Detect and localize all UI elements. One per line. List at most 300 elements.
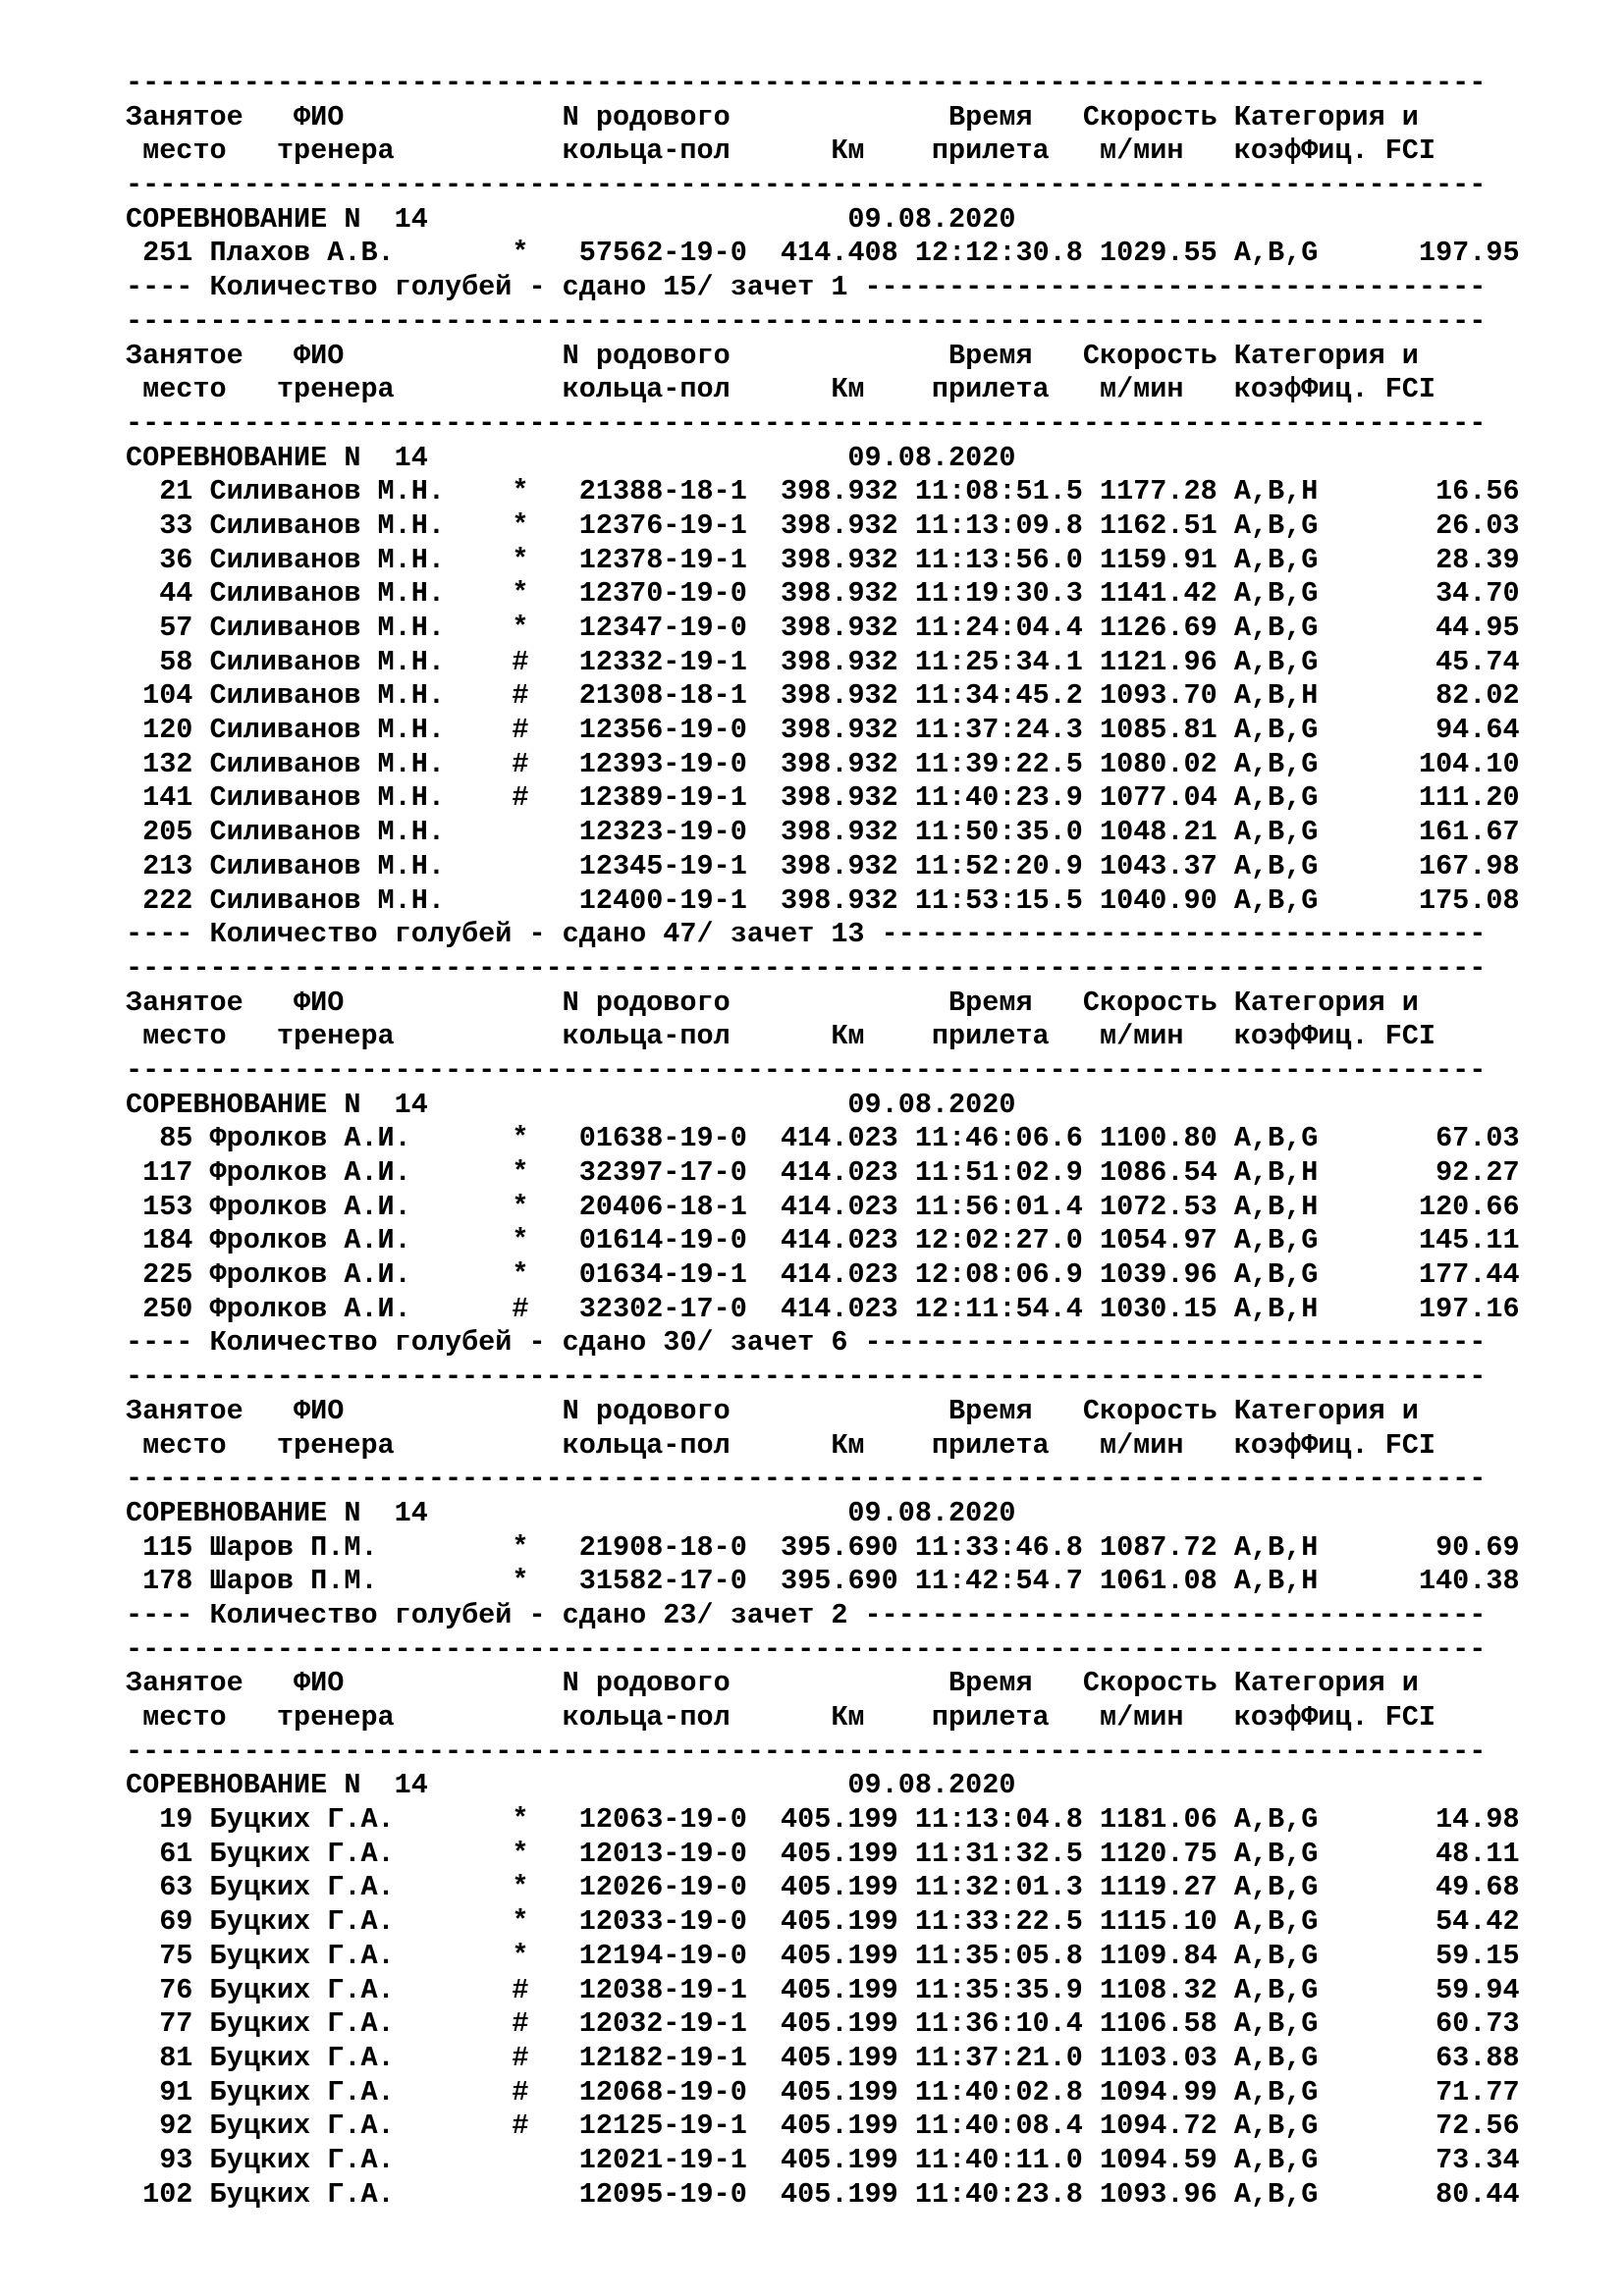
speed: 1120.75 bbox=[1100, 1837, 1234, 1870]
place: 222 bbox=[126, 883, 210, 917]
speed: 1061.08 bbox=[1100, 1565, 1234, 1598]
place: 93 bbox=[126, 2143, 210, 2176]
place: 91 bbox=[126, 2075, 210, 2109]
ring-number: 32302-17-0 bbox=[578, 1292, 782, 1325]
mark: # bbox=[512, 1292, 579, 1325]
arrival-time: 11:33:46.8 bbox=[914, 1530, 1100, 1564]
category: A,B,G bbox=[1233, 508, 1385, 542]
fci: 175.08 bbox=[1384, 883, 1520, 917]
trainer-name: Фролков А.И. bbox=[209, 1156, 513, 1189]
header-line bbox=[126, 1020, 1520, 1054]
arrival-time: 11:40:23.8 bbox=[914, 2177, 1100, 2211]
distance-km: 405.199 bbox=[781, 2075, 915, 2109]
trainer-name: Буцких Г.А. bbox=[209, 1871, 513, 1904]
table-row bbox=[126, 1940, 1520, 1974]
table-row bbox=[126, 1803, 1520, 1838]
speed: 1181.06 bbox=[1100, 1803, 1234, 1837]
table-row bbox=[126, 1531, 1520, 1566]
arrival-time: 11:35:05.8 bbox=[914, 1939, 1100, 1972]
divider-line bbox=[126, 1633, 1520, 1668]
fci: 73.34 bbox=[1384, 2143, 1520, 2176]
fci: 34.70 bbox=[1384, 577, 1520, 611]
summary-text: ---- Количество голубей - сдано 23/ зачет 2 ------------------------------------- bbox=[126, 1598, 1487, 1631]
trainer-name: Силиванов М.Н. bbox=[209, 612, 513, 644]
speed: 1106.58 bbox=[1100, 2007, 1234, 2041]
speed: 1029.55 bbox=[1100, 237, 1234, 270]
arrival-time: 11:56:01.4 bbox=[914, 1190, 1100, 1223]
speed: 1043.37 bbox=[1100, 849, 1234, 882]
category: A,B,G bbox=[1233, 1258, 1385, 1292]
divider: --------------------------------------------------------------------------------- bbox=[126, 67, 1487, 99]
distance-km: 405.199 bbox=[781, 1803, 915, 1837]
table-row bbox=[126, 2042, 1520, 2076]
mark: * bbox=[512, 1122, 579, 1155]
divider-line bbox=[126, 407, 1520, 442]
place: 205 bbox=[126, 816, 210, 849]
mark: # bbox=[512, 1973, 579, 2006]
distance-km: 405.199 bbox=[781, 2143, 915, 2176]
ring-number: 12033-19-0 bbox=[578, 1905, 782, 1939]
summary-text: ---- Количество голубей - сдано 30/ зачет 6 ------------------------------------- bbox=[126, 1326, 1487, 1360]
category: A,B,G bbox=[1233, 816, 1385, 849]
place: 120 bbox=[126, 714, 210, 747]
competition-date: 09.08.2020 bbox=[847, 441, 1016, 474]
distance-km: 405.199 bbox=[781, 1939, 915, 1972]
fci: 59.94 bbox=[1384, 1973, 1520, 2006]
divider-line bbox=[126, 952, 1520, 987]
fci: 140.38 bbox=[1384, 1565, 1520, 1598]
category: A,B,G bbox=[1233, 781, 1385, 815]
table-row bbox=[126, 1224, 1520, 1258]
arrival-time: 11:40:08.4 bbox=[914, 2109, 1100, 2143]
fci: 197.16 bbox=[1384, 1292, 1520, 1325]
speed: 1077.04 bbox=[1100, 781, 1234, 815]
table-row bbox=[126, 1156, 1520, 1191]
ring-number: 12332-19-1 bbox=[578, 645, 782, 678]
ring-number: 12125-19-1 bbox=[578, 2109, 782, 2143]
ring-number: 12347-19-0 bbox=[578, 612, 782, 644]
place: 132 bbox=[126, 747, 210, 780]
distance-km: 414.023 bbox=[781, 1156, 915, 1189]
header-text: Занятое ФИО N родового Время Скорость Категория и bbox=[126, 339, 1419, 372]
competition-line bbox=[126, 1089, 1520, 1123]
category: A,B,H bbox=[1233, 1530, 1385, 1564]
arrival-time: 11:40:23.9 bbox=[914, 781, 1100, 815]
place: 81 bbox=[126, 2041, 210, 2074]
divider: --------------------------------------------------------------------------------- bbox=[126, 1361, 1487, 1394]
header-text: место тренера кольца-пол Км прилета м/мин коэфФиц. FCI bbox=[126, 134, 1436, 168]
arrival-time: 11:36:10.4 bbox=[914, 2007, 1100, 2041]
distance-km: 398.932 bbox=[781, 883, 915, 917]
category: A,B,G bbox=[1233, 849, 1385, 882]
place: 184 bbox=[126, 1224, 210, 1257]
speed: 1086.54 bbox=[1100, 1156, 1234, 1189]
trainer-name: Силиванов М.Н. bbox=[209, 816, 513, 849]
speed: 1126.69 bbox=[1100, 612, 1234, 644]
arrival-time: 12:08:06.9 bbox=[914, 1258, 1100, 1292]
arrival-time: 12:12:30.8 bbox=[914, 237, 1100, 270]
trainer-name: Буцких Г.А. bbox=[209, 2007, 513, 2041]
mark: * bbox=[512, 1258, 579, 1292]
table-row bbox=[126, 646, 1520, 680]
category: A,B,G bbox=[1233, 883, 1385, 917]
arrival-time: 11:40:02.8 bbox=[914, 2075, 1100, 2109]
arrival-time: 11:32:01.3 bbox=[914, 1871, 1100, 1904]
speed: 1094.99 bbox=[1100, 2075, 1234, 2109]
fci: 48.11 bbox=[1384, 1837, 1520, 1870]
divider: --------------------------------------------------------------------------------- bbox=[126, 1053, 1487, 1087]
distance-km: 405.199 bbox=[781, 1973, 915, 2006]
summary-line bbox=[126, 271, 1520, 305]
distance-km: 405.199 bbox=[781, 2109, 915, 2143]
speed: 1085.81 bbox=[1100, 714, 1234, 747]
fci: 197.95 bbox=[1384, 237, 1520, 270]
speed: 1103.03 bbox=[1100, 2041, 1234, 2074]
fci: 145.11 bbox=[1384, 1224, 1520, 1257]
header-text: Занятое ФИО N родового Время Скорость Категория и bbox=[126, 986, 1419, 1019]
mark: * bbox=[512, 1837, 579, 1870]
divider: --------------------------------------------------------------------------------- bbox=[126, 169, 1487, 202]
arrival-time: 11:13:56.0 bbox=[914, 543, 1100, 576]
place: 76 bbox=[126, 1973, 210, 2006]
trainer-name: Силиванов М.Н. bbox=[209, 883, 513, 917]
summary-line bbox=[126, 918, 1520, 952]
trainer-name: Буцких Г.А. bbox=[209, 2143, 513, 2176]
table-row bbox=[126, 714, 1520, 748]
mark: * bbox=[512, 237, 579, 270]
speed: 1100.80 bbox=[1100, 1122, 1234, 1155]
divider-line bbox=[126, 1054, 1520, 1089]
speed: 1039.96 bbox=[1100, 1258, 1234, 1292]
ring-number: 12038-19-1 bbox=[578, 1973, 782, 2006]
mark: # bbox=[512, 747, 579, 780]
fci: 161.67 bbox=[1384, 816, 1520, 849]
arrival-time: 11:31:32.5 bbox=[914, 1837, 1100, 1870]
arrival-time: 11:25:34.1 bbox=[914, 645, 1100, 678]
ring-number: 01634-19-1 bbox=[578, 1258, 782, 1292]
fci: 167.98 bbox=[1384, 849, 1520, 882]
ring-number: 12370-19-0 bbox=[578, 577, 782, 611]
mark: * bbox=[512, 577, 579, 611]
place: 251 bbox=[126, 237, 210, 270]
ring-number: 12389-19-1 bbox=[578, 781, 782, 815]
ring-number: 21308-18-1 bbox=[578, 679, 782, 713]
place: 44 bbox=[126, 577, 210, 611]
ring-number: 12356-19-0 bbox=[578, 714, 782, 747]
place: 115 bbox=[126, 1530, 210, 1564]
distance-km: 414.408 bbox=[781, 237, 915, 270]
ring-number: 12021-19-1 bbox=[578, 2143, 782, 2176]
table-row bbox=[126, 1565, 1520, 1599]
ring-number: 21388-18-1 bbox=[578, 475, 782, 508]
fci: 82.02 bbox=[1384, 679, 1520, 713]
category: A,B,G bbox=[1233, 2109, 1385, 2143]
category: A,B,G bbox=[1233, 1803, 1385, 1837]
mark: * bbox=[512, 543, 579, 576]
speed: 1109.84 bbox=[1100, 1939, 1234, 1972]
category: A,B,G bbox=[1233, 747, 1385, 780]
category: A,B,G bbox=[1233, 645, 1385, 678]
ring-number: 12378-19-1 bbox=[578, 543, 782, 576]
ring-number: 12323-19-0 bbox=[578, 816, 782, 849]
arrival-time: 11:52:20.9 bbox=[914, 849, 1100, 882]
table-row bbox=[126, 850, 1520, 884]
arrival-time: 12:02:27.0 bbox=[914, 1224, 1100, 1257]
competition-line bbox=[126, 1769, 1520, 1803]
table-row bbox=[126, 1974, 1520, 2008]
competition-line bbox=[126, 442, 1520, 476]
fci: 111.20 bbox=[1384, 781, 1520, 815]
mark: # bbox=[512, 2007, 579, 2041]
header-line bbox=[126, 101, 1520, 135]
header-text: место тренера кольца-пол Км прилета м/мин коэфФиц. FCI bbox=[126, 373, 1436, 406]
arrival-time: 11:34:45.2 bbox=[914, 679, 1100, 713]
trainer-name: Буцких Г.А. bbox=[209, 1803, 513, 1837]
distance-km: 398.932 bbox=[781, 781, 915, 815]
category: A,B,H bbox=[1233, 475, 1385, 508]
ring-number: 21908-18-0 bbox=[578, 1530, 782, 1564]
mark: * bbox=[512, 1190, 579, 1223]
fci: 94.64 bbox=[1384, 714, 1520, 747]
fci: 44.95 bbox=[1384, 612, 1520, 644]
fci: 26.03 bbox=[1384, 508, 1520, 542]
mark bbox=[512, 816, 578, 848]
divider: --------------------------------------------------------------------------------- bbox=[126, 1735, 1487, 1768]
trainer-name: Силиванов М.Н. bbox=[209, 508, 513, 542]
trainer-name: Шаров П.М. bbox=[209, 1565, 513, 1598]
category: A,B,G bbox=[1233, 1122, 1385, 1155]
summary-line bbox=[126, 1326, 1520, 1361]
mark: * bbox=[512, 1939, 579, 1972]
fci: 92.27 bbox=[1384, 1156, 1520, 1189]
trainer-name: Силиванов М.Н. bbox=[209, 747, 513, 780]
trainer-name: Буцких Г.А. bbox=[209, 1837, 513, 1870]
arrival-time: 11:24:04.4 bbox=[914, 612, 1100, 644]
divider-line bbox=[126, 1361, 1520, 1395]
category: A,B,G bbox=[1233, 1939, 1385, 1972]
speed: 1115.10 bbox=[1100, 1905, 1234, 1939]
category: A,B,G bbox=[1233, 2075, 1385, 2109]
distance-km: 405.199 bbox=[781, 2177, 915, 2211]
ring-number: 31582-17-0 bbox=[578, 1565, 782, 1598]
ring-number: 01614-19-0 bbox=[578, 1224, 782, 1257]
table-row bbox=[126, 748, 1520, 782]
arrival-time: 11:13:04.8 bbox=[914, 1803, 1100, 1837]
distance-km: 405.199 bbox=[781, 2007, 915, 2041]
mark: * bbox=[512, 1565, 579, 1598]
fci: 71.77 bbox=[1384, 2075, 1520, 2109]
distance-km: 405.199 bbox=[781, 1871, 915, 1904]
trainer-name: Силиванов М.Н. bbox=[209, 714, 513, 747]
fci: 60.73 bbox=[1384, 2007, 1520, 2041]
distance-km: 398.932 bbox=[781, 645, 915, 678]
ring-number: 20406-18-1 bbox=[578, 1190, 782, 1223]
fci: 80.44 bbox=[1384, 2177, 1520, 2211]
table-row bbox=[126, 475, 1520, 509]
trainer-name: Силиванов М.Н. bbox=[209, 849, 513, 882]
speed: 1072.53 bbox=[1100, 1190, 1234, 1223]
place: 92 bbox=[126, 2109, 210, 2143]
speed: 1177.28 bbox=[1100, 475, 1234, 508]
summary-text: ---- Количество голубей - сдано 47/ зачет 13 ------------------------------------ bbox=[126, 918, 1487, 951]
mark bbox=[512, 2144, 578, 2176]
trainer-name: Силиванов М.Н. bbox=[209, 781, 513, 815]
competition-line bbox=[126, 203, 1520, 238]
arrival-time: 11:08:51.5 bbox=[914, 475, 1100, 508]
speed: 1093.96 bbox=[1100, 2177, 1234, 2211]
mark: * bbox=[512, 1803, 579, 1837]
table-row bbox=[126, 2144, 1520, 2178]
mark: # bbox=[512, 2075, 579, 2109]
speed: 1054.97 bbox=[1100, 1224, 1234, 1257]
table-row bbox=[126, 1871, 1520, 1905]
competition-label: СОРЕВНОВАНИЕ N 14 bbox=[126, 202, 848, 236]
trainer-name: Буцких Г.А. bbox=[209, 1973, 513, 2006]
trainer-name: Плахов А.В. bbox=[209, 237, 513, 270]
divider-line bbox=[126, 169, 1520, 203]
category: A,B,G bbox=[1233, 1871, 1385, 1904]
place: 63 bbox=[126, 1871, 210, 1904]
competition-date: 09.08.2020 bbox=[847, 1088, 1016, 1121]
category: A,B,H bbox=[1233, 1156, 1385, 1189]
trainer-name: Буцких Г.А. bbox=[209, 1939, 513, 1972]
table-row bbox=[126, 1122, 1520, 1156]
speed: 1087.72 bbox=[1100, 1530, 1234, 1564]
category: A,B,H bbox=[1233, 1565, 1385, 1598]
ring-number: 12032-19-1 bbox=[578, 2007, 782, 2041]
place: 77 bbox=[126, 2007, 210, 2041]
competition-date: 09.08.2020 bbox=[847, 1769, 1016, 1802]
trainer-name: Силиванов М.Н. bbox=[209, 577, 513, 611]
divider-line bbox=[126, 67, 1520, 101]
table-row bbox=[126, 2076, 1520, 2110]
fci: 45.74 bbox=[1384, 645, 1520, 678]
fci: 54.42 bbox=[1384, 1905, 1520, 1939]
arrival-time: 11:33:22.5 bbox=[914, 1905, 1100, 1939]
ring-number: 12068-19-0 bbox=[578, 2075, 782, 2109]
table-row bbox=[126, 679, 1520, 714]
header-text: место тренера кольца-пол Км прилета м/мин коэфФиц. FCI bbox=[126, 1020, 1436, 1053]
ring-number: 12376-19-1 bbox=[578, 508, 782, 542]
mark: * bbox=[512, 612, 579, 644]
summary-text: ---- Количество голубей - сдано 15/ зачет 1 ------------------------------------- bbox=[126, 271, 1487, 304]
distance-km: 414.023 bbox=[781, 1122, 915, 1155]
place: 102 bbox=[126, 2177, 210, 2211]
category: A,B,G bbox=[1233, 237, 1385, 270]
place: 104 bbox=[126, 679, 210, 713]
distance-km: 398.932 bbox=[781, 475, 915, 508]
speed: 1108.32 bbox=[1100, 1973, 1234, 2006]
place: 19 bbox=[126, 1803, 210, 1837]
fci: 16.56 bbox=[1384, 475, 1520, 508]
trainer-name: Силиванов М.Н. bbox=[209, 645, 513, 678]
arrival-time: 11:39:22.5 bbox=[914, 747, 1100, 780]
header-line bbox=[126, 134, 1520, 169]
fci: 28.39 bbox=[1384, 543, 1520, 576]
distance-km: 398.932 bbox=[781, 508, 915, 542]
mark: * bbox=[512, 1224, 579, 1257]
mark: * bbox=[512, 475, 579, 508]
arrival-time: 11:50:35.0 bbox=[914, 816, 1100, 849]
place: 69 bbox=[126, 1905, 210, 1939]
divider: --------------------------------------------------------------------------------- bbox=[126, 1463, 1487, 1496]
category: A,B,G bbox=[1233, 1224, 1385, 1257]
place: 250 bbox=[126, 1292, 210, 1325]
speed: 1030.15 bbox=[1100, 1292, 1234, 1325]
divider-line bbox=[126, 1735, 1520, 1770]
header-text: место тренера кольца-пол Км прилета м/мин коэфФиц. FCI bbox=[126, 1701, 1436, 1734]
place: 61 bbox=[126, 1837, 210, 1870]
arrival-time: 11:40:11.0 bbox=[914, 2143, 1100, 2176]
distance-km: 395.690 bbox=[781, 1530, 915, 1564]
ring-number: 12400-19-1 bbox=[578, 883, 782, 917]
fci: 104.10 bbox=[1384, 747, 1520, 780]
distance-km: 398.932 bbox=[781, 543, 915, 576]
distance-km: 405.199 bbox=[781, 1837, 915, 1870]
trainer-name: Фролков А.И. bbox=[209, 1224, 513, 1257]
distance-km: 398.932 bbox=[781, 612, 915, 644]
mark bbox=[512, 2178, 578, 2211]
table-row bbox=[126, 577, 1520, 612]
trainer-name: Силиванов М.Н. bbox=[209, 543, 513, 576]
category: A,B,G bbox=[1233, 577, 1385, 611]
trainer-name: Буцких Г.А. bbox=[209, 2075, 513, 2109]
mark: # bbox=[512, 2041, 579, 2074]
distance-km: 398.932 bbox=[781, 679, 915, 713]
fci: 49.68 bbox=[1384, 1871, 1520, 1904]
category: A,B,G bbox=[1233, 1905, 1385, 1939]
results-report bbox=[126, 67, 1520, 2212]
distance-km: 398.932 bbox=[781, 849, 915, 882]
header-text: Занятое ФИО N родового Время Скорость Категория и bbox=[126, 1667, 1419, 1700]
speed: 1048.21 bbox=[1100, 816, 1234, 849]
arrival-time: 11:37:21.0 bbox=[914, 2041, 1100, 2074]
distance-km: 398.932 bbox=[781, 577, 915, 611]
category: A,B,H bbox=[1233, 679, 1385, 713]
speed: 1162.51 bbox=[1100, 508, 1234, 542]
speed: 1094.59 bbox=[1100, 2143, 1234, 2176]
ring-number: 32397-17-0 bbox=[578, 1156, 782, 1189]
place: 57 bbox=[126, 612, 210, 644]
table-row bbox=[126, 2109, 1520, 2144]
mark: # bbox=[512, 2109, 579, 2143]
competition-label: СОРЕВНОВАНИЕ N 14 bbox=[126, 1496, 848, 1529]
speed: 1121.96 bbox=[1100, 645, 1234, 678]
distance-km: 414.023 bbox=[781, 1224, 915, 1257]
speed: 1093.70 bbox=[1100, 679, 1234, 713]
mark: # bbox=[512, 781, 579, 815]
competition-date: 09.08.2020 bbox=[847, 1496, 1016, 1529]
trainer-name: Силиванов М.Н. bbox=[209, 475, 513, 508]
table-row bbox=[126, 1905, 1520, 1940]
divider: --------------------------------------------------------------------------------- bbox=[126, 1632, 1487, 1666]
category: A,B,G bbox=[1233, 2041, 1385, 2074]
table-row bbox=[126, 1258, 1520, 1293]
fci: 63.88 bbox=[1384, 2041, 1520, 2074]
mark: * bbox=[512, 1871, 579, 1904]
table-row bbox=[126, 612, 1520, 646]
mark: # bbox=[512, 679, 579, 713]
distance-km: 395.690 bbox=[781, 1565, 915, 1598]
category: A,B,G bbox=[1233, 1837, 1385, 1870]
fci: 67.03 bbox=[1384, 1122, 1520, 1155]
divider: --------------------------------------------------------------------------------- bbox=[126, 304, 1487, 338]
header-line bbox=[126, 1429, 1520, 1464]
table-row bbox=[126, 816, 1520, 850]
divider: --------------------------------------------------------------------------------- bbox=[126, 951, 1487, 985]
speed: 1119.27 bbox=[1100, 1871, 1234, 1904]
trainer-name: Буцких Г.А. bbox=[209, 2109, 513, 2143]
